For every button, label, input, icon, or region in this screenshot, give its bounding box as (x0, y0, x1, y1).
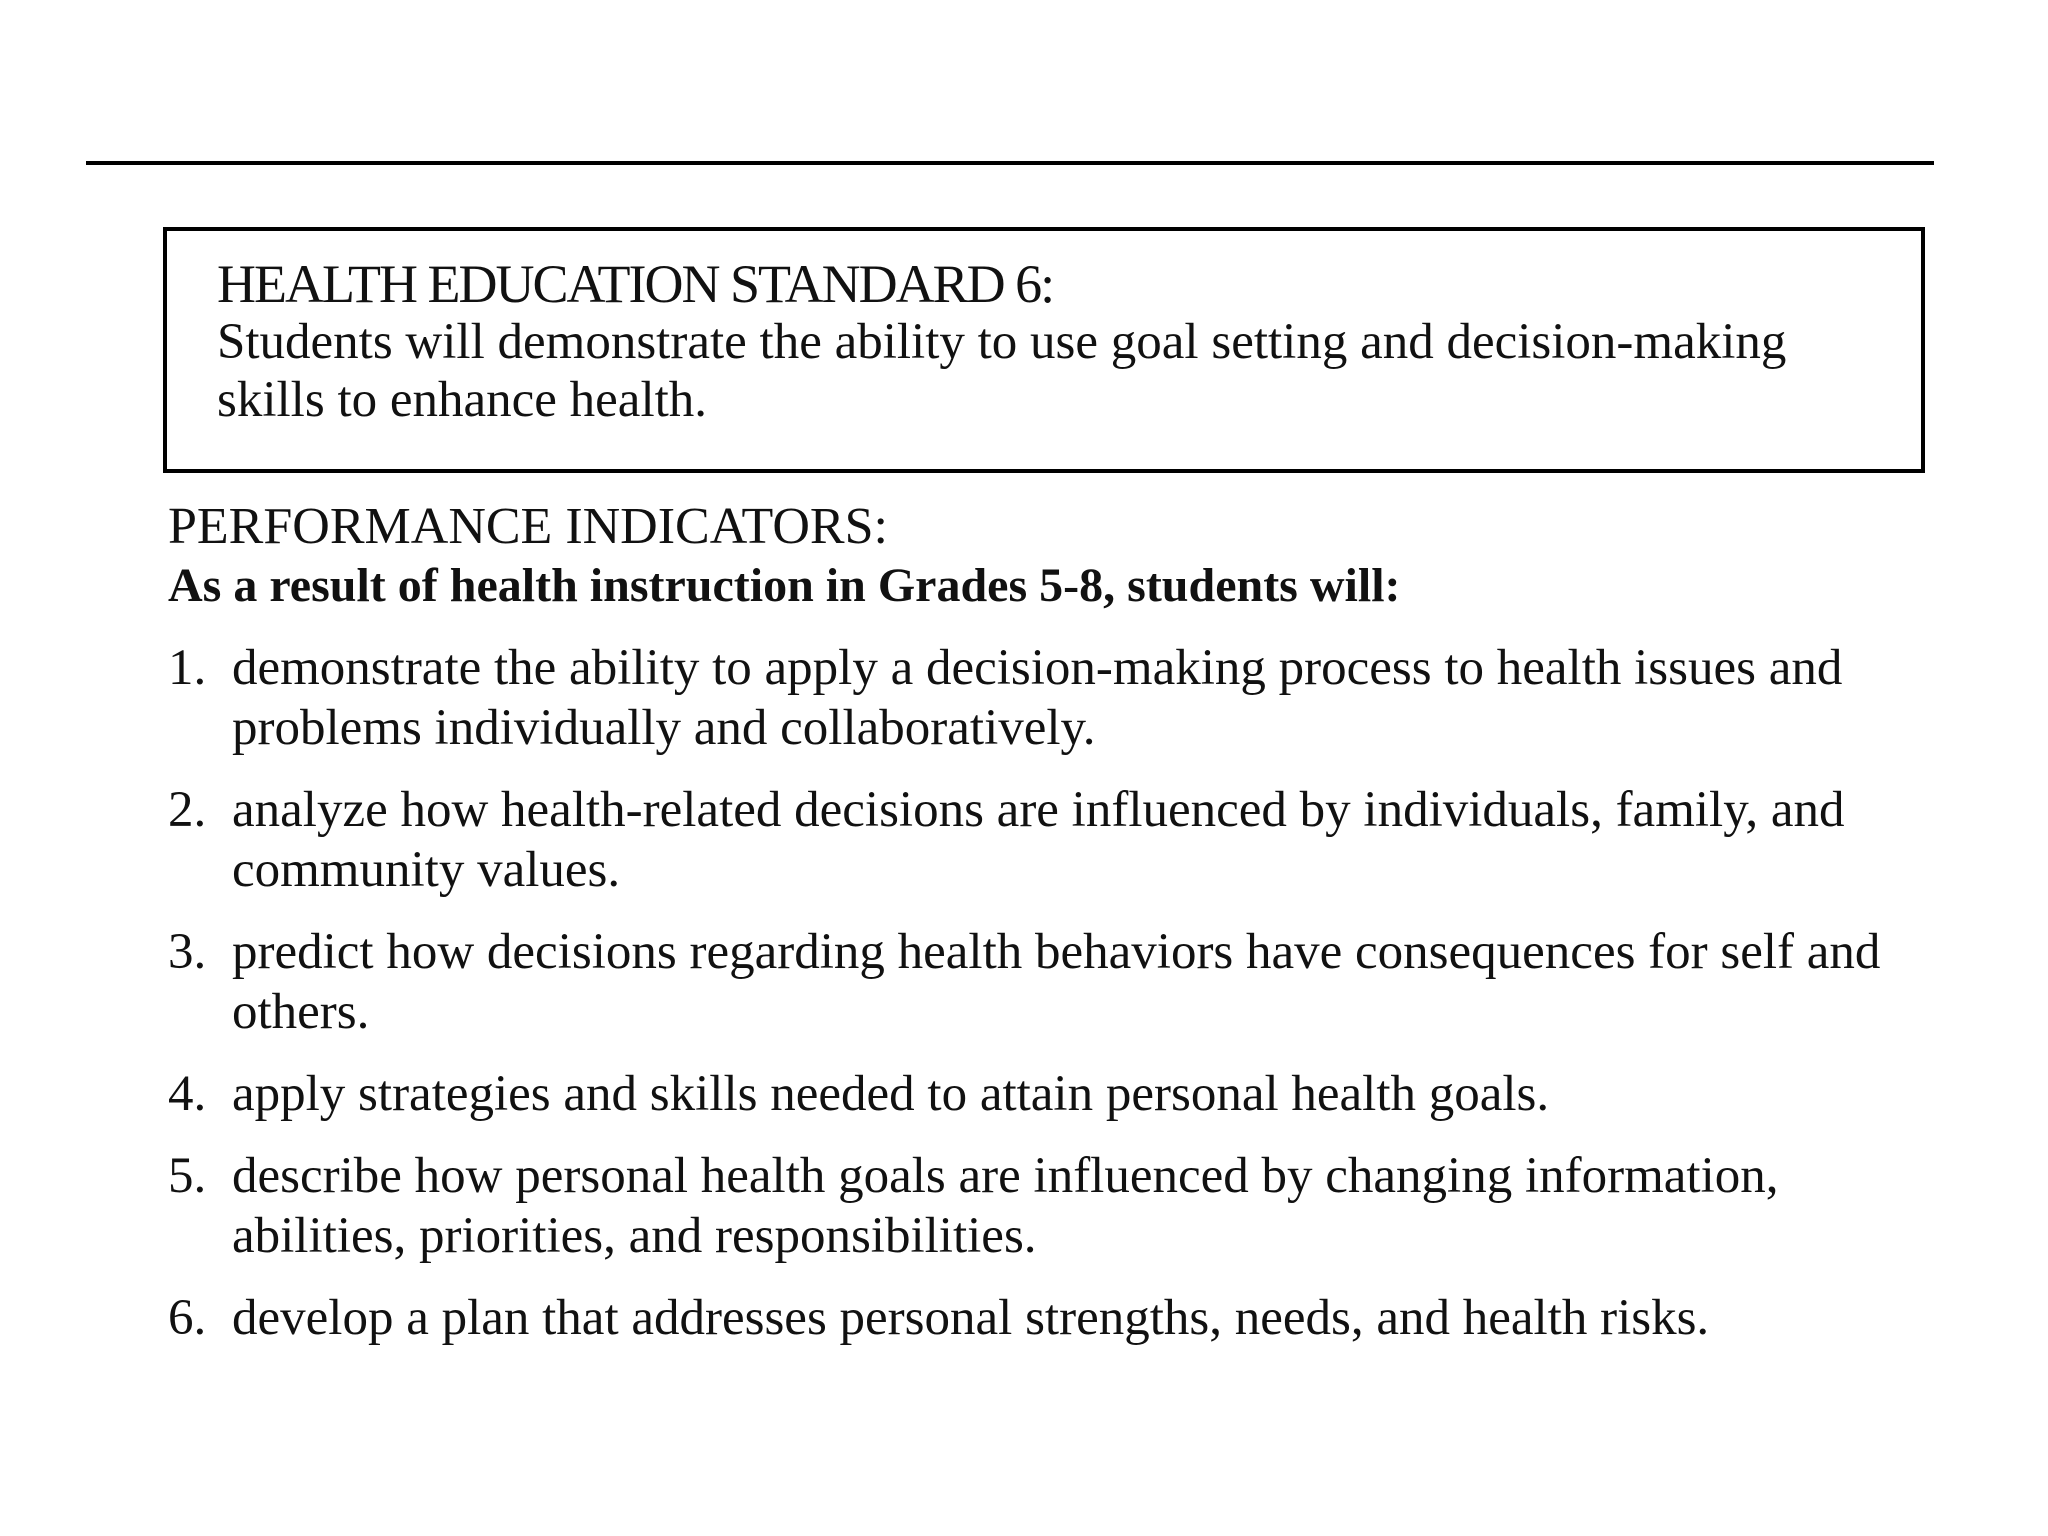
list-item (168, 638, 1958, 758)
indicators-intro: As a result of health instruction in Grades 5-8, students will: (168, 559, 1401, 612)
list-item (168, 1288, 1958, 1348)
indicator-number: 1. (168, 640, 207, 696)
indicator-number: 3. (168, 924, 207, 980)
top-divider (86, 161, 1934, 165)
indicator-number: 4. (168, 1066, 207, 1122)
indicator-text: demonstrate the ability to apply a decision-making process to health issues and problems individually and collaboratively. (232, 640, 1843, 756)
performance-indicators-section (168, 498, 1958, 1370)
standard-box (163, 227, 1925, 473)
indicator-number: 5. (168, 1148, 207, 1204)
indicator-text: apply strategies and skills needed to attain personal health goals. (232, 1066, 1550, 1122)
list-item (168, 1146, 1958, 1266)
list-item (168, 780, 1958, 900)
standard-title: HEALTH EDUCATION STANDARD 6: (217, 254, 1054, 314)
list-item (168, 1064, 1958, 1124)
indicator-list (168, 638, 1958, 1348)
indicators-title: PERFORMANCE INDICATORS: (168, 498, 888, 555)
indicator-number: 2. (168, 782, 207, 838)
list-item (168, 922, 1958, 1042)
indicator-text: describe how personal health goals are influenced by changing information, abilities, priorities, and responsibilities. (232, 1148, 1779, 1264)
indicator-text: develop a plan that addresses personal strengths, needs, and health risks. (232, 1290, 1710, 1346)
indicator-text: analyze how health-related decisions are influenced by individuals, family, and community values. (232, 782, 1845, 898)
indicator-number: 6. (168, 1290, 207, 1346)
standard-text: Students will demonstrate the ability to use goal setting and decision-making skills to enhance health. (217, 314, 1787, 428)
indicator-text: predict how decisions regarding health behaviors have consequences for self and others. (232, 924, 1881, 1040)
